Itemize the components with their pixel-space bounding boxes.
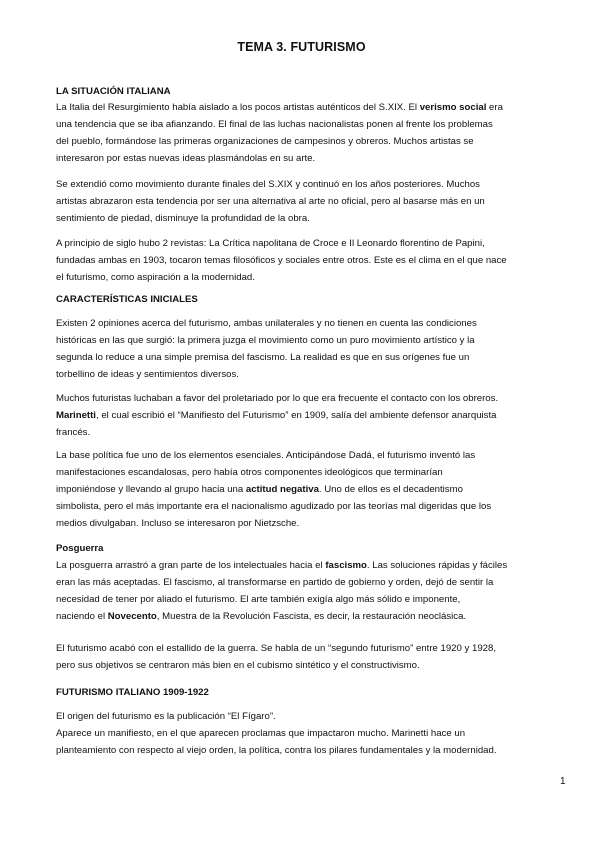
text-line: interesaron por estas nuevas ideas plasmándolas en su arte. [56,153,316,164]
text-line: fundadas ambas en 1903, tocaron temas filosóficos y sociales entre otros. Este es el clima en el que nace [56,255,507,266]
text-line: La Italia del Resurgimiento había aislado a los pocos artistas auténticos del S.XIX. El verismo social era [56,102,503,113]
paragraph-posguerra-1 [56,557,562,625]
section-heading-futurismo-italiano: FUTURISMO ITALIANO 1909-1922 [56,687,209,698]
text-line: medios divulgaban. Incluso se interesaron por Nietzsche. [56,518,300,529]
bold-term-actitud-negativa: actitud negativa [245,484,319,495]
text-line: Marinetti, el cual escribió el “Manifiesto del Futurismo” en 1909, salía del ambiente defensor anarquista [56,410,497,421]
text-line: del pueblo, formándose las primeras organizaciones de campesinos y obreros. Muchos artistas se [56,136,474,147]
paragraph-posguerra-2 [56,640,562,674]
paragraph-situacion-3 [56,235,562,286]
bold-term-verismo-social: verismo social [419,102,487,113]
text-line: La base política fue uno de los elementos esenciales. Anticipándose Dadá, el futurismo inventó las [56,450,476,461]
paragraph-situacion-2 [56,176,562,227]
text-line: eran las más aceptadas. El fascismo, al transformarse en partido de gobierno y orden, dejó de sentir la [56,577,494,588]
text-line: francés. [56,427,91,438]
paragraph-caracteristicas-2 [56,390,562,441]
text-line: Muchos futuristas luchaban a favor del proletariado por lo que era frecuente el contacto con los obreros. [56,393,499,404]
text-line: simbolista, pero el más importante era el nacionalismo agudizado por las teorías mal digeridas que los [56,501,492,512]
text-line: La posguerra arrastró a gran parte de los intelectuales hacia el fascismo. Las soluciones rápidas y fáciles [56,560,508,571]
section-heading-situacion: LA SITUACIÓN ITALIANA [56,86,171,97]
text-line: imponiéndose y llevando al grupo hacia una actitud negativa. Uno de ellos es el decadentismo [56,484,463,495]
text-line: sentimiento de piedad, disminuye la profundidad de la obra. [56,213,310,224]
page-title: TEMA 3. FUTURISMO [237,40,366,54]
text-line: el futurismo, como aspiración a la modernidad. [56,272,255,283]
text-line: manifestaciones escandalosas, pero había otros componentes ideológicos que terminarían [56,467,443,478]
text-line: Existen 2 opiniones acerca del futurismo, ambas unilaterales y no tienen en cuenta las condiciones [56,318,477,329]
text-line: Se extendió como movimiento durante finales del S.XIX y continuó en los años posteriores. Muchos [56,179,480,190]
text-line: pero sus objetivos se centraron más bien en el cubismo sintético y el constructivismo. [56,660,420,671]
paragraph-situacion-1 [56,99,562,167]
text-line: planteamiento con respecto al viejo orden, la política, contra los pilares fundamentales y la modernidad. [56,745,497,756]
section-heading-posguerra: Posguerra [56,543,104,554]
text-line: históricas en las que surgió: la primera juzga el movimiento como un puro movimiento artístico y la [56,335,475,346]
paragraph-futurismo-italiano-1 [56,708,562,759]
text-line: A principio de siglo hubo 2 revistas: La Crítica napolitana de Croce e Il Leonardo florentino de Papini, [56,238,485,249]
text-line: artistas abrazaron esta tendencia por ser una alternativa al arte no oficial, pero al basarse más en un [56,196,485,207]
text-line: El futurismo acabó con el estallido de la guerra. Se habla de un “segundo futurismo” entre 1920 y 1928, [56,643,496,654]
text-line: Aparece un manifiesto, en el que aparecen proclamas que impactaron mucho. Marinetti hace un [56,728,466,739]
bold-term-marinetti: Marinetti [56,410,96,421]
bold-term-novecento: Novecento [107,611,157,622]
text-line: segunda lo reduce a una simple premisa del fascismo. La realidad es que en sus orígenes fue un [56,352,470,363]
page-number: 1 [560,776,566,787]
text-line: torbellino de ideas y sentimientos diversos. [56,369,239,380]
text-line: El origen del futurismo es la publicación “El Fígaro”. [56,711,276,722]
paragraph-caracteristicas-3 [56,447,562,532]
text-line: necesidad de tener por aliado el futurismo. El arte también exigía algo más sólido e imponente, [56,594,461,605]
text-line: una tendencia que se iba afianzando. El final de las luchas nacionalistas ponen al frente los problemas [56,119,493,130]
text-line: naciendo el Novecento, Muestra de la Revolución Fascista, es decir, la restauración neoclásica. [56,611,467,622]
paragraph-caracteristicas-1 [56,315,562,383]
bold-term-fascismo: fascismo [325,560,367,571]
section-heading-caracteristicas: CARACTERÍSTICAS INICIALES [56,294,198,305]
